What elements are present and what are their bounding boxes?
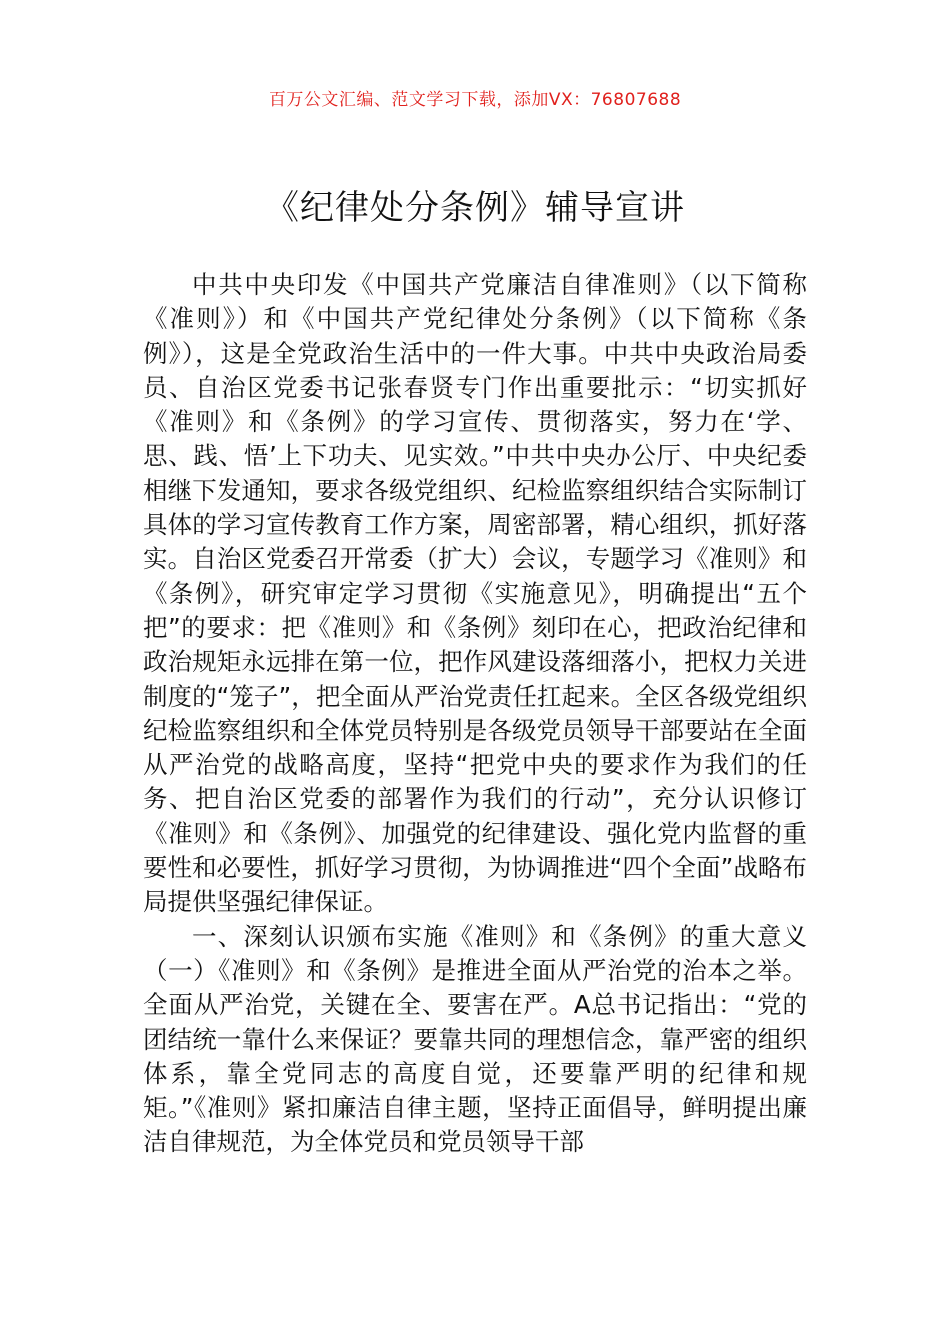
paragraph-1: 中共中央印发《中国共产党廉洁自律准则》（以下简称《准则》）和《中国共产党纪律处分条例》（以下简称《条例》），这是全党政治生活中的一件大事。中共中央政治局委员、自治区党委书记张春贤专门作出重要批示：“切实抓好《准则》和《条例》的学习宣传、贯彻落实，努力在‘学、思、践、悟’上下功夫、见实效。”中共中央办公厅、中央纪委相继下发通知，要求各级党组织、纪检监察组织结合实际制订具体的学习宣传教育工作方案，周密部署，精心组织，抓好落实。自治区党委召开常委（扩大）会议，专题学习《准则》和《条例》，研究审定学习贯彻《实施意见》，明确提出“五个把”的要求：把《准则》和《条例》刻印在心，把政治纪律和政治规矩永远排在第一位，把作风建设落细落小，把权力关进制度的“笼子”，把全面从严治党责任扛起来。全区各级党组织纪检监察组织和全体党员特别是各级党员领导干部要站在全面从严治党的战略高度，坚持“把党中央的要求作为我们的任务、把自治区党委的部署作为我们的行动”，充分认识修订《准则》和《条例》、加强党的纪律建设、强化党内监督的重要性和必要性，抓好学习贯彻，为协调推进“四个全面”战略布局提供坚强纪律保证。: [143, 270, 807, 917]
document-title: 《纪律处分条例》辅导宣讲: [265, 188, 685, 228]
paragraph-2: 一、深刻认识颁布实施《准则》和《条例》的重大意义（一）《准则》和《条例》是推进全面从严治党的治本之举。全面从严治党，关键在全、要害在严。A总书记指出：“党的团结统一靠什么来保证？要靠共同的理想信念，靠严密的组织体系，靠全党同志的高度自觉，还要靠严明的纪律和规矩。”《准则》紧扣廉洁自律主题，坚持正面倡导，鲜明提出廉洁自律规范，为全体党员和党员领导干部: [143, 921, 807, 1157]
document-body: [143, 268, 807, 1160]
header-note: 百万公文汇编、范文学习下载，添加VX：76807688: [268, 90, 682, 110]
